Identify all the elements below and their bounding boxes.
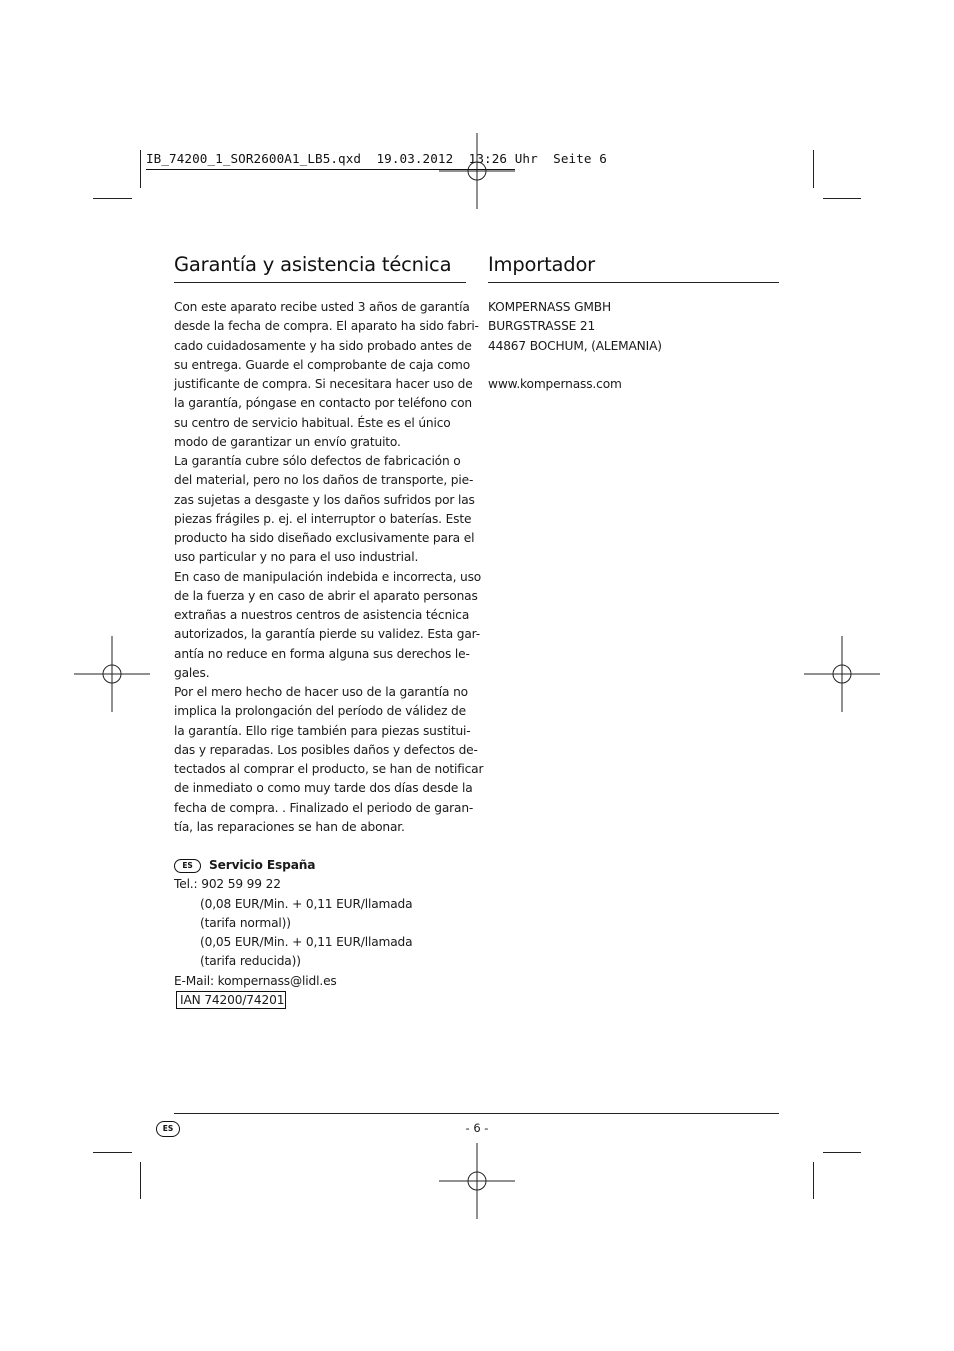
text-line: modo de garantizar un envío gratuito. xyxy=(174,434,401,449)
text-line: Por el mero hecho de hacer uso de la garantía no xyxy=(174,685,468,699)
registration-mark-icon xyxy=(439,1143,515,1219)
ian-line xyxy=(174,991,474,1010)
warranty-text xyxy=(174,298,484,837)
text-line: producto ha sido diseñado exclusivamente para el xyxy=(174,531,475,545)
importer-city: 44867 BOCHUM, (ALEMANIA) xyxy=(488,338,662,353)
text-line: En caso de manipulación indebida e incorrecta, uso xyxy=(174,569,482,584)
importer-company: KOMPERNASS GMBH xyxy=(488,300,611,314)
text-line: del material, pero no los daños de transporte, pie- xyxy=(174,473,474,488)
text-line: piezas frágiles p. ej. el interruptor o baterías. Este xyxy=(174,511,472,526)
ian-number: IAN 74200/74201 xyxy=(176,991,286,1009)
warranty-heading-rule xyxy=(174,282,466,283)
registration-mark-icon xyxy=(804,636,880,712)
text-line: cado cuidadosamente y ha sido probado antes de xyxy=(174,338,472,353)
crop-mark xyxy=(813,1162,814,1199)
text-line: La garantía cubre sólo defectos de fabricación o xyxy=(174,454,461,468)
crop-mark xyxy=(140,1162,141,1199)
text-line: la garantía, póngase en contacto por teléfono con xyxy=(174,396,472,411)
crop-mark xyxy=(813,150,814,188)
text-line: de inmediato o como muy tarde dos días desde la xyxy=(174,781,473,796)
registration-mark-icon xyxy=(439,133,515,209)
footer-rule xyxy=(174,1113,779,1114)
service-title-line xyxy=(174,856,474,875)
importer-heading-rule xyxy=(488,282,779,283)
rate-reduced-line: (0,05 EUR/Min. + 0,11 EUR/llamada xyxy=(200,935,413,949)
service-email: E-Mail: kompernass@lidl.es xyxy=(174,973,337,988)
service-contact xyxy=(174,856,474,1010)
importer-website: www.kompernass.com xyxy=(488,377,622,391)
crop-mark xyxy=(823,198,861,199)
crop-mark xyxy=(93,1152,132,1153)
service-phone: Tel.: 902 59 99 22 xyxy=(174,877,281,892)
rate-reduced-label: (tarifa reducida)) xyxy=(200,954,301,969)
importer-address xyxy=(488,298,788,394)
registration-mark-icon xyxy=(74,636,150,712)
service-title: Servicio España xyxy=(209,858,316,872)
text-line: zas sujetas a desgaste y los daños sufridos por las xyxy=(174,492,475,507)
rate-normal-label: (tarifa normal)) xyxy=(200,915,291,930)
warranty-heading: Garantía y asistencia técnica xyxy=(174,253,452,276)
text-line: das y reparadas. Los posibles daños y defectos de- xyxy=(174,742,478,757)
page-number: - 6 - xyxy=(465,1121,489,1135)
text-line: justificante de compra. Si necesitara hacer uso de xyxy=(174,377,473,391)
text-line: Con este aparato recibe usted 3 años de garantía xyxy=(174,300,470,314)
text-line: su entrega. Guarde el comprobante de caja como xyxy=(174,357,471,372)
text-line: extrañas a nuestros centros de asistencia técnica xyxy=(174,608,470,622)
text-line: autorizados, la garantía pierde su validez. Esta gar- xyxy=(174,627,480,642)
rate-normal-line: (0,08 EUR/Min. + 0,11 EUR/llamada xyxy=(200,896,413,911)
spain-country-badge: ES xyxy=(174,859,201,873)
text-line: su centro de servicio habitual. Éste es el único xyxy=(174,415,451,430)
crop-mark xyxy=(823,1152,861,1153)
text-line: desde la fecha de compra. El aparato ha sido fabri- xyxy=(174,319,479,334)
text-line: antía no reduce en forma alguna sus derechos le- xyxy=(174,646,470,661)
text-line: tía, las reparaciones se han de abonar. xyxy=(174,819,405,834)
text-line: fecha de compra. . Finalizado el periodo de garan- xyxy=(174,800,474,815)
text-line: implica la prolongación del período de válidez de xyxy=(174,704,466,719)
text-line: de la fuerza y en caso de abrir el aparato personas xyxy=(174,588,478,603)
footer-country-badge: ES xyxy=(156,1121,180,1137)
crop-mark xyxy=(140,150,141,188)
importer-street: BURGSTRASSE 21 xyxy=(488,319,596,334)
print-slug: IB_74200_1_SOR2600A1_LB5.qxd 19.03.2012 13:26 Uhr Seite 6 xyxy=(146,151,607,166)
importer-heading: Importador xyxy=(488,253,595,276)
text-line: gales. xyxy=(174,665,210,680)
text-line: tectados al comprar el producto, se han de notificar xyxy=(174,762,484,776)
text-line: uso particular y no para el uso industrial. xyxy=(174,550,419,565)
text-line: la garantía. Ello rige también para piezas sustitui- xyxy=(174,723,471,738)
crop-mark xyxy=(93,198,132,199)
spacer xyxy=(488,356,788,375)
